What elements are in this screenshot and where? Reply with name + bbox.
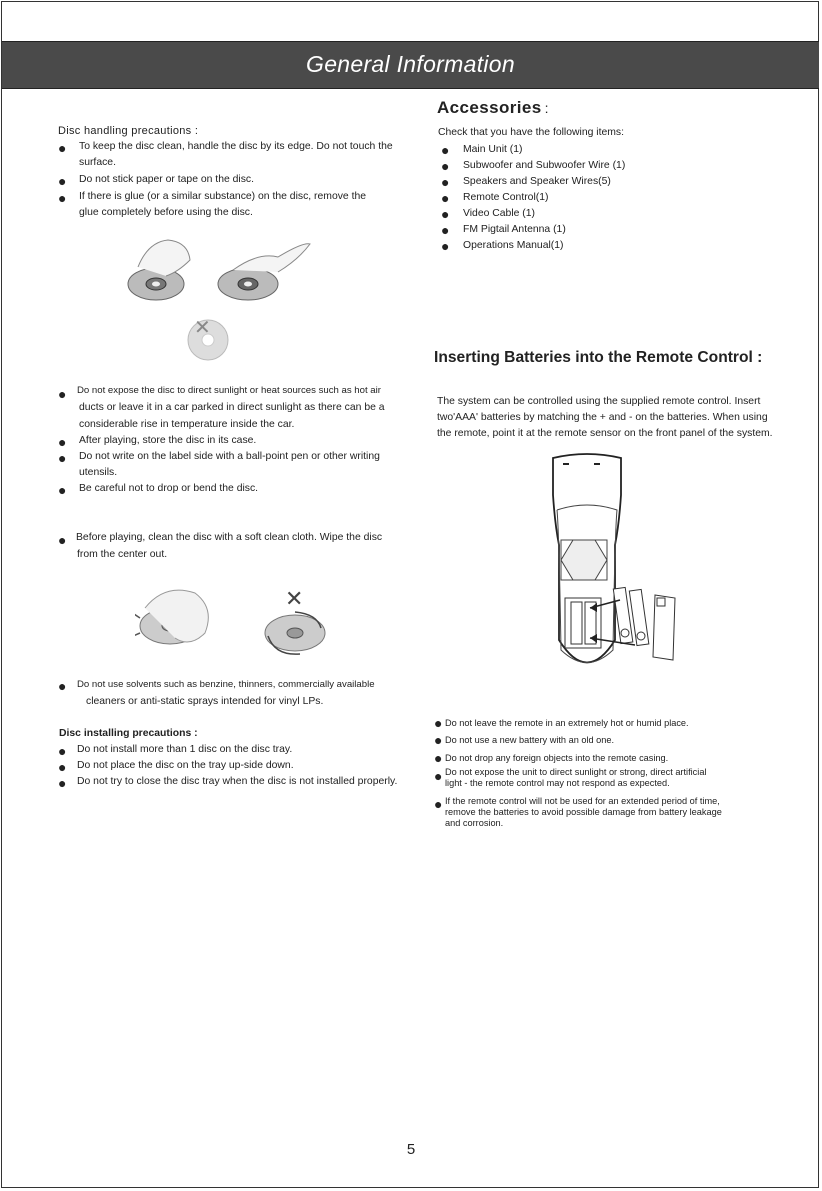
battery-note-5-line-3: and corrosion.	[445, 818, 504, 828]
handling2-item-1-line-3: considerable rise in temperature inside the car.	[79, 419, 295, 430]
battery-note-2: Do not use a new battery with an old one.	[445, 735, 615, 745]
batteries-intro-line-1: The system can be controlled using the supplied remote control. Insert	[437, 396, 761, 407]
disc-handling-heading: Disc handling precautions :	[58, 125, 199, 137]
installing-item-2: Do not place the disc on the tray up-side down.	[77, 760, 294, 771]
disc-held-by-edge	[128, 240, 190, 300]
disc-held-flat	[218, 244, 310, 300]
bullet: ●	[441, 142, 450, 158]
batteries-intro-line-3: the remote, point it at the remote sensor on the front panel of the system.	[437, 428, 773, 439]
disc-wipe-circular-wrong	[265, 587, 325, 654]
handling-item-3-line-1: If there is glue (or a similar substance) on the disc, remove the	[79, 191, 367, 202]
aaa-batteries	[613, 587, 649, 645]
bullet: ●	[434, 796, 443, 812]
battery-note-4-line-2: light - the remote control may not respond as expected.	[445, 778, 670, 788]
bullet: ●	[58, 775, 67, 791]
handling2-item-3-line-1: Do not write on the label side with a ball-point pen or other writing	[79, 451, 380, 462]
disc-handling-illustration	[118, 232, 318, 362]
accessory-item-7: Operations Manual(1)	[463, 240, 564, 251]
svg-text:✕: ✕	[285, 587, 304, 612]
handling2-item-2: After playing, store the disc in its case.	[79, 435, 257, 446]
accessories-title: Accessories	[437, 98, 542, 117]
disc-installing-heading: Disc installing precautions :	[59, 728, 198, 739]
bullet: ●	[58, 190, 67, 206]
disc-cleaning-illustration	[135, 578, 335, 668]
bullet: ●	[441, 190, 450, 206]
accessories-colon: :	[544, 100, 549, 116]
bullet: ●	[58, 386, 67, 402]
battery-note-5-line-2: remove the batteries to avoid possible damage from battery leakage	[445, 807, 722, 817]
accessory-item-1: Main Unit (1)	[463, 144, 523, 155]
battery-note-4-line-1: Do not expose the unit to direct sunlight or strong, direct artificial	[445, 767, 707, 777]
bullet: ●	[434, 768, 443, 784]
handling2-item-3-line-2: utensils.	[79, 467, 118, 478]
handling2-item-4: Be careful not to drop or bend the disc.	[79, 483, 259, 494]
bullet: ●	[58, 678, 67, 694]
solvents-line-1: Do not use solvents such as benzine, thinners, commercially available	[77, 679, 375, 690]
batteries-heading: Inserting Batteries into the Remote Control :	[434, 349, 763, 366]
disc-wrong-handling	[188, 315, 228, 360]
bullet: ●	[58, 482, 67, 498]
accessory-item-3: Speakers and Speaker Wires(5)	[463, 176, 611, 187]
handling2-item-1-line-2: ducts or leave it in a car parked in direct sunlight as there can be a	[79, 402, 385, 413]
installing-item-3: Do not try to close the disc tray when the disc is not installed properly.	[77, 776, 398, 787]
bullet: ●	[58, 434, 67, 450]
solvents-line-2: cleaners or anti-static sprays intended for vinyl LPs.	[86, 696, 324, 707]
bullet: ●	[434, 715, 443, 731]
bullet: ●	[58, 140, 67, 156]
handling-item-3-line-2: glue completely before using the disc.	[79, 207, 253, 218]
handling2-item-1-line-1: Do not expose the disc to direct sunlight or heat sources such as hot air	[77, 385, 381, 396]
bullet: ●	[58, 743, 67, 759]
bullet: ●	[441, 158, 450, 174]
accessory-item-5: Video Cable (1)	[463, 208, 536, 219]
accessory-item-6: FM Pigtail Antenna (1)	[463, 224, 566, 235]
battery-note-3: Do not drop any foreign objects into the remote casing.	[445, 753, 669, 763]
bullet: ●	[58, 450, 67, 466]
bullet: ●	[434, 732, 443, 748]
bullet: ●	[441, 174, 450, 190]
cleaning-line-2: from the center out.	[77, 549, 168, 560]
handling-item-1-line-2: surface.	[79, 157, 116, 168]
cleaning-line-1: Before playing, clean the disc with a soft clean cloth. Wipe the disc	[76, 532, 383, 543]
accessories-heading	[437, 98, 549, 118]
page-number: 5	[406, 1141, 416, 1158]
svg-text:✕: ✕	[194, 315, 211, 339]
bullet: ●	[58, 532, 67, 548]
battery-note-5-line-1: If the remote control will not be used for an extended period of time,	[445, 796, 720, 806]
header-banner	[2, 41, 819, 89]
bullet: ●	[441, 206, 450, 222]
batteries-intro-line-2: two'AAA' batteries by matching the + and - on the batteries. When using	[437, 412, 768, 423]
accessories-intro: Check that you have the following items:	[438, 127, 624, 138]
handling-item-1-line-1: To keep the disc clean, handle the disc by its edge. Do not touch the	[79, 141, 393, 152]
bullet: ●	[441, 238, 450, 254]
accessory-item-2: Subwoofer and Subwoofer Wire (1)	[463, 160, 626, 171]
bullet: ●	[58, 759, 67, 775]
bullet: ●	[441, 222, 450, 238]
page-title: General Information	[306, 51, 515, 77]
installing-item-1: Do not install more than 1 disc on the disc tray.	[77, 744, 293, 755]
accessory-item-4: Remote Control(1)	[463, 192, 549, 203]
disc-wipe-center-out	[135, 590, 208, 644]
handling-item-2: Do not stick paper or tape on the disc.	[79, 174, 255, 185]
bullet: ●	[434, 750, 443, 766]
bullet: ●	[58, 173, 67, 189]
battery-note-1: Do not leave the remote in an extremely hot or humid place.	[445, 718, 689, 728]
battery-cover	[653, 595, 675, 660]
remote-battery-illustration	[535, 450, 695, 680]
